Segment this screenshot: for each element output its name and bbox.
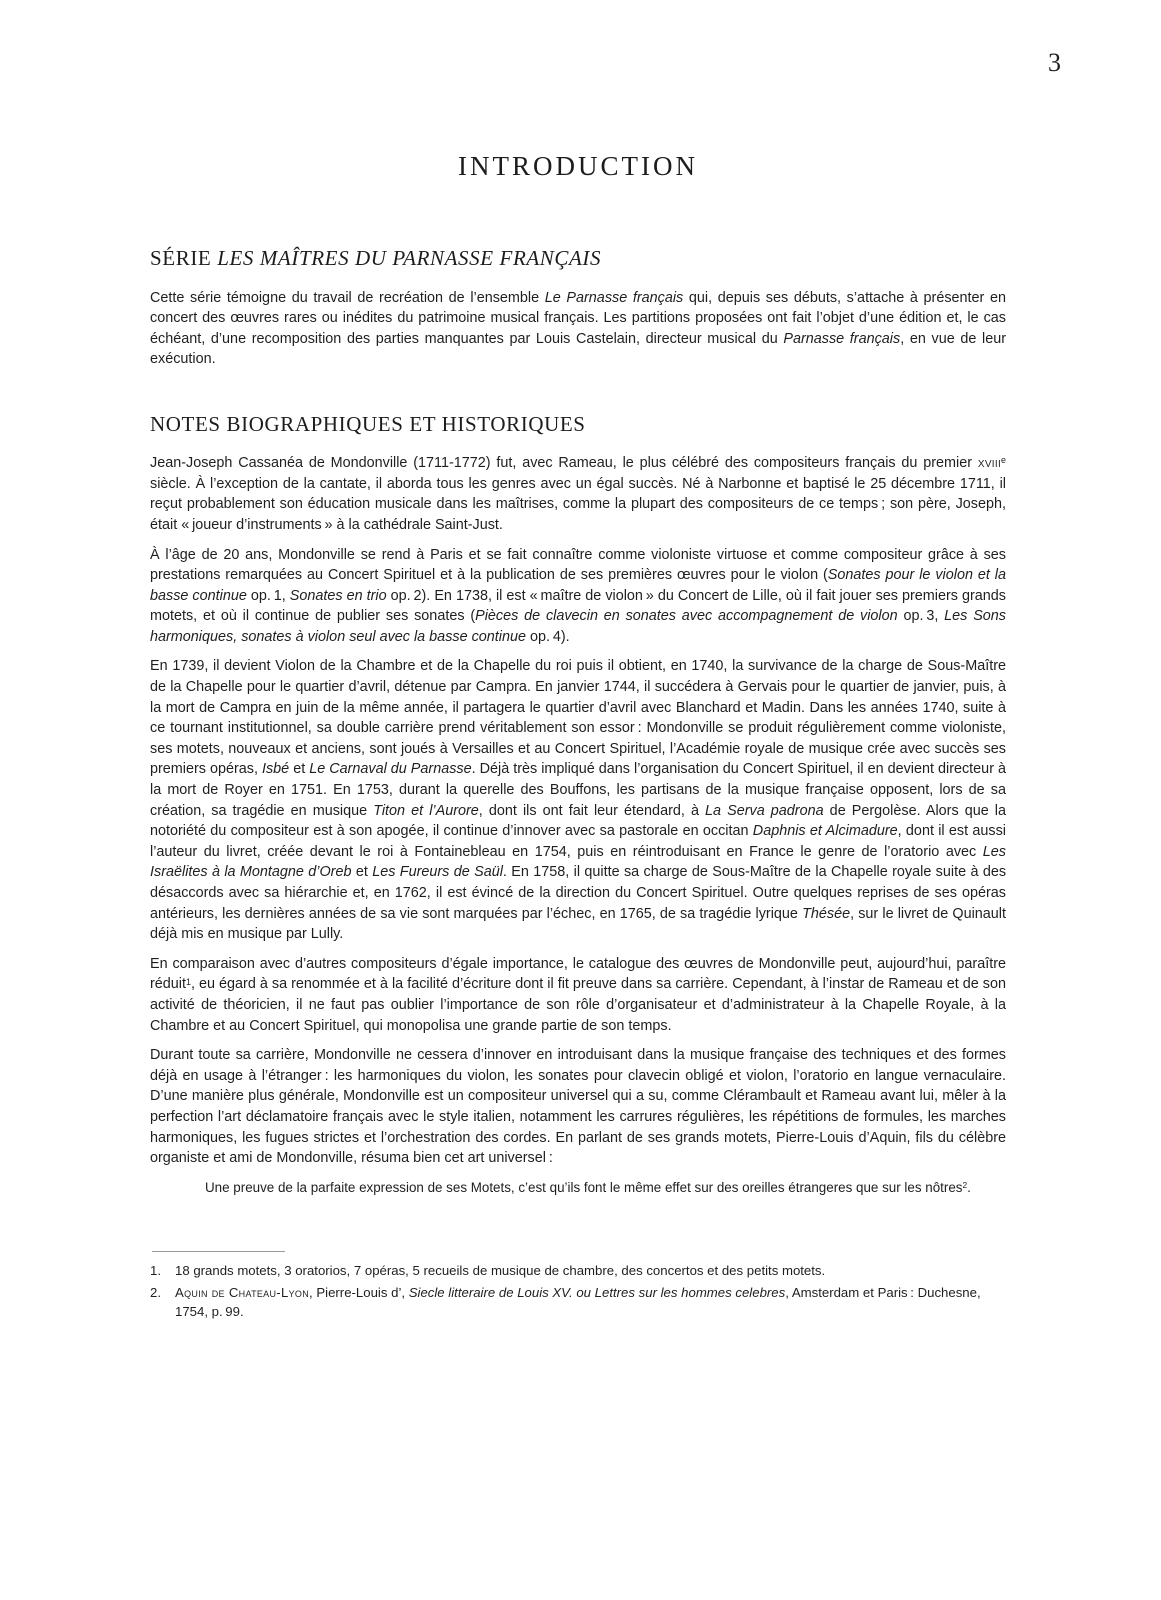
footnote-item bbox=[150, 1283, 1006, 1322]
paragraph: Durant toute sa carrière, Mondonville ne cessera d’innover en introduisant dans la musique française des techniques et des formes déjà en usage à l’étranger : les harmoniques du violon, les sonates pour clavecin obligé et violon, l’oratorio en langue vernaculaire. D’une manière plus générale, Mondonville est un compositeur universel qui a su, comme Clérambault et Rameau avant lui, mêler à la perfection l’art déclamatoire français avec le style italien, notamment les carrures régulières, les répétitions de formules, les marches harmoniques, les fugues strictes et l’orchestration des cordes. En parlant de ses grands motets, Pierre-Louis d’Aquin, fils du célèbre organiste et ami de Mondonville, résuma bien cet art universel : bbox=[150, 1047, 1006, 1167]
footnote-text: Aquin de Chateau-Lyon, Pierre-Louis d’, Siecle litteraire de Louis XV. ou Lettres sur les hommes celebres, Amsterdam et Paris : Duchesne, 1754, p. 99. bbox=[175, 1284, 981, 1320]
page-title: INTRODUCTION bbox=[458, 151, 698, 181]
section-heading-serie: SÉRIE LES MAÎTRES DU PARNASSE FRANÇAIS bbox=[150, 246, 602, 271]
footnote-number: 1. bbox=[150, 1263, 161, 1279]
footnote-item bbox=[150, 1261, 1006, 1281]
footnotes bbox=[150, 1251, 1006, 1322]
paragraph: Cette série témoigne du travail de recréation de l’ensemble Le Parnasse français qui, depuis ses débuts, s’attache à présenter en concert des œuvres rares ou inédites du patrimoine musical français. Les partitions proposées ont fait l’objet d’une édition et, le cas échéant, d’une recomposition des parties manquantes par Louis Castelain, directeur musical du Parnasse français, en vue de leur exécution. bbox=[150, 289, 1007, 368]
page-number: 3 bbox=[1048, 48, 1061, 77]
section-heading-notes: NOTES BIOGRAPHIQUES ET HISTORIQUES bbox=[150, 411, 586, 436]
paragraph: En comparaison avec d’autres compositeurs d’égale importance, le catalogue des œuvres de Mondonville peut, aujourd’hui, paraître réduit$^1$, eu égard à sa renommée et à la facilité d’écriture dont il fit preuve dans sa carrière. Cependant, à l’instar de Rameau et de son activité de théoricien, il ne faut pas oublier l’importance de son rôle d’organisateur et d’administrateur à la Chapelle Royale, à la Chambre et au Concert Spirituel, qui monopolisa une grande partie de son temps. bbox=[150, 955, 1006, 1034]
section-serie bbox=[150, 246, 1006, 370]
paragraph: À l’âge de 20 ans, Mondonville se rend à Paris et se fait connaître comme violoniste virtuose et comme compositeur grâce à ses prestations remarquées au Concert Spirituel et à la publication de ses premières œuvres pour le violon (Sonates pour le violon et la basse continue op. 1, Sonates en trio op. 2). En 1738, il est « maître de violon » du Concert de Lille, où il fait jouer ses premiers grands motets, et où il continue de publier ses sonates (Pièces de clavecin en sonates avec accompagnement de violon op. 3, Les Sons harmoniques, sonates à violon seul avec la basse continue op. 4). bbox=[150, 546, 1006, 645]
section-notes bbox=[150, 412, 1006, 1169]
footnote-separator bbox=[152, 1251, 285, 1252]
footnote-number: 2. bbox=[150, 1284, 161, 1300]
paragraph: En 1739, il devient Violon de la Chambre et de la Chapelle du roi puis il obtient, en 1740, la survivance de la charge de Sous-Maître de la Chapelle pour le quartier d’avril, détenue par Campra. En janvier 1744, il succédera à Gervais pour le quartier de janvier, puis, à la mort de Campra en juin de la même année, il partagera le quartier d’avril avec Blanchard et Madin. Dans les années 1740, suite à ce tournant institutionnel, sa double carrière prend véritablement son essor : Mondonville se produit régulièrement comme violoniste, ses motets, nouveaux et anciens, sont joués à Versailles et au Concert Spirituel, l’Académie royale de musique crée avec succès ses premiers opéras, Isbé et Le Carnaval du Parnasse. Déjà très impliqué dans l’organisation du Concert Spirituel, il en devient directeur à la mort de Royer en 1751. En 1753, durant la querelle des Bouffons, les partisans de la musique française opposent, lors de sa création, sa tragédie en musique Titon et l’Aurore, dont ils ont fait leur étendard, à La Serva padrona de Pergolèse. Alors que la notoriété du compositeur est à son apogée, il continue d’innover avec sa pastorale en occitan Daphnis et Alcimadure, dont il est aussi l’auteur du livret, créée devant le roi à Fontainebleau en 1754, puis en réintroduisant en France le genre de l’oratorio avec Les Israëlites à la Montagne d’Oreb et Les Fureurs de Saül. En 1758, il quitte sa charge de Sous-Maître de la Chapelle royale suite à des désaccords avec sa hiérarchie et, en 1762, il est évincé de la direction du Concert Spirituel. Outre quelques reprises de ses opéras antérieurs, les dernières années de sa vie sont marquées par l’échec, en 1765, de sa tragédie lyrique Thésée, sur le livret de Quinault déjà mis en musique par Lully. bbox=[150, 658, 1007, 943]
paragraph: Jean-Joseph Cassanéa de Mondonville (1711-1772) fut, avec Rameau, le plus célébré des compositeurs français du premier xviii$^e$ siècle. À l’exception de la cantate, il aborda tous les genres avec un égal succès. Né à Narbonne et baptisé le 25 décembre 1711, il reçut probablement son éducation musicale dans les maîtrises, comme la plupart des compositeurs de ce temps ; son père, Joseph, était « joueur d’instruments » à la cathédrale Saint-Just. bbox=[150, 455, 1006, 533]
quote-block: Une preuve de la parfaite expression de ses Motets, c’est qu’ils font le même effet sur des oreilles étrangeres que sur les nôtres$^2$. bbox=[205, 1179, 971, 1195]
footnote-text: 18 grands motets, 3 oratorios, 7 opéras, 5 recueils de musique de chambre, des concertos et des petits motets. bbox=[175, 1263, 826, 1279]
